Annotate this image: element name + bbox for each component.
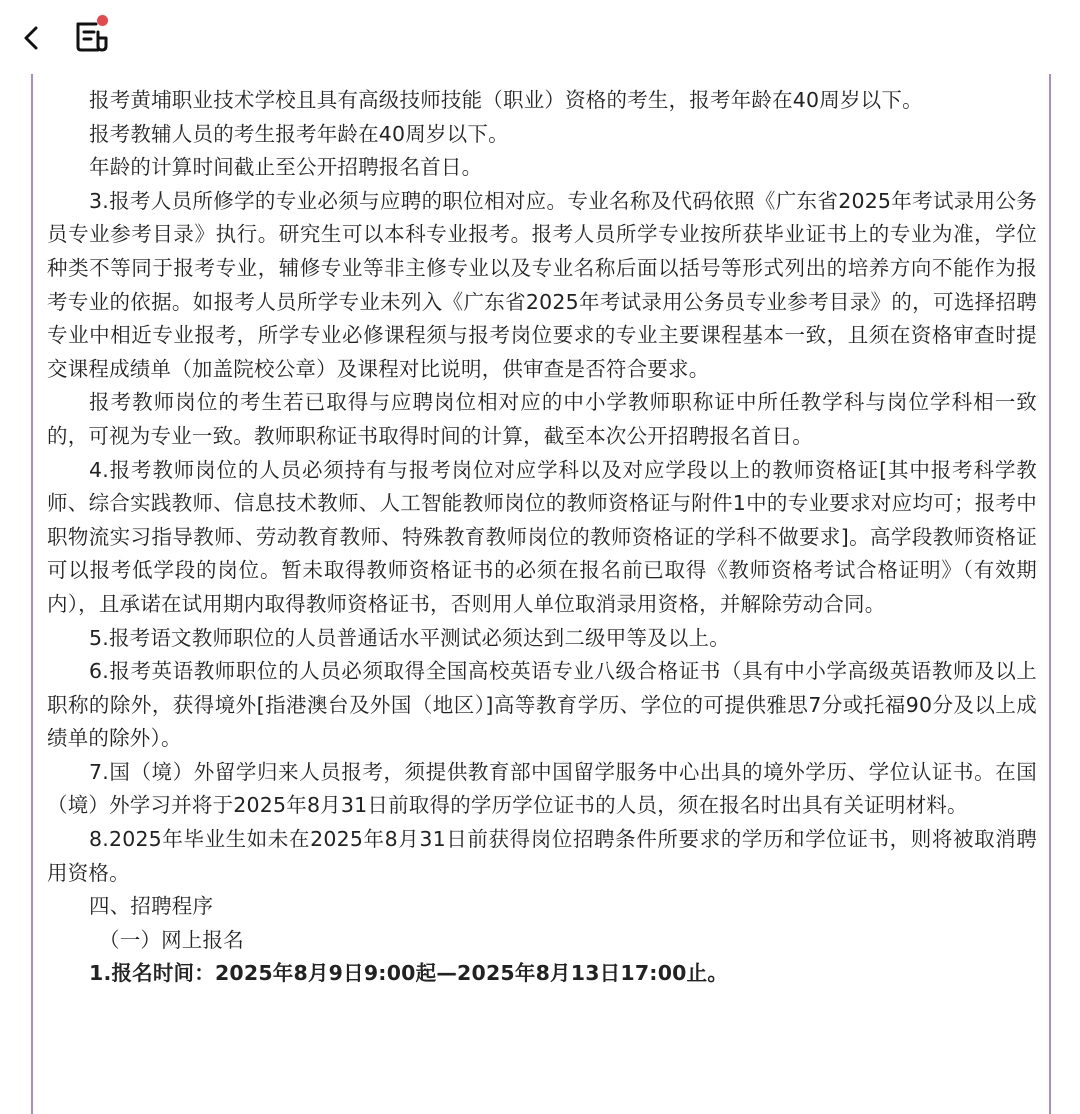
- document-body: [47, 84, 1037, 991]
- paragraph: 3.报考人员所修学的专业必须与应聘的职位相对应。专业名称及代码依照《广东省2025年考试录用公务员专业参考目录》执行。研究生可以本科专业报考。报考人员所学专业按所获毕业证书上的专业为准，学位种类不等同于报考专业，辅修专业等非主修专业以及专业名称后面以括号等形式列出的培养方向不能作为报考专业的依据。如报考人员所学专业未列入《广东省2025年考试录用公务员专业参考目录》的，可选择招聘专业中相近专业报考，所学专业必修课程须与报考岗位要求的专业主要课程基本一致，且须在资格审查时提交课程成绩单（加盖院校公章）及课程对比说明，供审查是否符合要求。: [47, 188, 1037, 381]
- paragraph: 8.2025年毕业生如未在2025年8月31日前获得岗位招聘条件所要求的学历和学位证书，则将被取消聘用资格。: [47, 827, 1037, 885]
- paragraph: 报考教师岗位的考生若已取得与应聘岗位相对应的中小学教师职称证中所任教学科与岗位学科相一致的，可视为专业一致。教师职称证书取得时间的计算，截至本次公开招聘报名首日。: [47, 390, 1037, 448]
- paragraph: （一）网上报名: [99, 927, 244, 952]
- paragraph: 报考教辅人员的考生报考年龄在40周岁以下。: [89, 121, 509, 146]
- paragraph: 4.报考教师岗位的人员必须持有与报考岗位对应学科以及对应学段以上的教师资格证[其中报考科学教师、综合实践教师、信息技术教师、人工智能教师岗位的教师资格证与附件1中的专业要求对应均可；报考中职物流实习指导教师、劳动教育教师、特殊教育教师岗位的教师资格证的学科不做要求]。高学段教师资格证可以报考低学段的岗位。暂未取得教师资格证书的必须在报名前已取得《教师资格考试合格证明》（有效期内），且承诺在试用期内取得教师资格证书，否则用人单位取消录用资格，并解除劳动合同。: [47, 457, 1037, 616]
- paragraph: 报考黄埔职业技术学校且具有高级技师技能（职业）资格的考生，报考年龄在40周岁以下。: [89, 88, 923, 112]
- paragraph: 四、招聘程序: [89, 894, 214, 919]
- chevron-left-icon: [14, 20, 50, 56]
- paragraph: 5.报考语文教师职位的人员普通话水平测试必须达到二级甲等及以上。: [89, 625, 730, 650]
- notification-dot: [97, 15, 108, 26]
- paragraph: 7.国（境）外留学归来人员报考，须提供教育部中国留学服务中心出具的境外学历、学位认证书。在国（境）外学习并将于2025年8月31日前取得的学历学位证书的人员，须在报名时出具有关证明材料。: [47, 759, 1037, 818]
- paragraph: 年龄的计算时间截止至公开招聘报名首日。: [89, 155, 483, 180]
- back-button[interactable]: [14, 20, 50, 56]
- document-list-button[interactable]: [72, 14, 114, 56]
- paragraph: 1.报名时间：2025年8月9日9:00起—2025年8月13日17:00止。: [89, 961, 729, 986]
- top-toolbar: [0, 0, 1080, 74]
- paragraph: 6.报考英语教师职位的人员必须取得全国高校英语专业八级合格证书（具有中小学高级英语教师及以上职称的除外，获得境外[指港澳台及外国（地区）]高等教育学历、学位的可提供雅思7分或托福90分及以上成绩单的除外）。: [47, 659, 1037, 751]
